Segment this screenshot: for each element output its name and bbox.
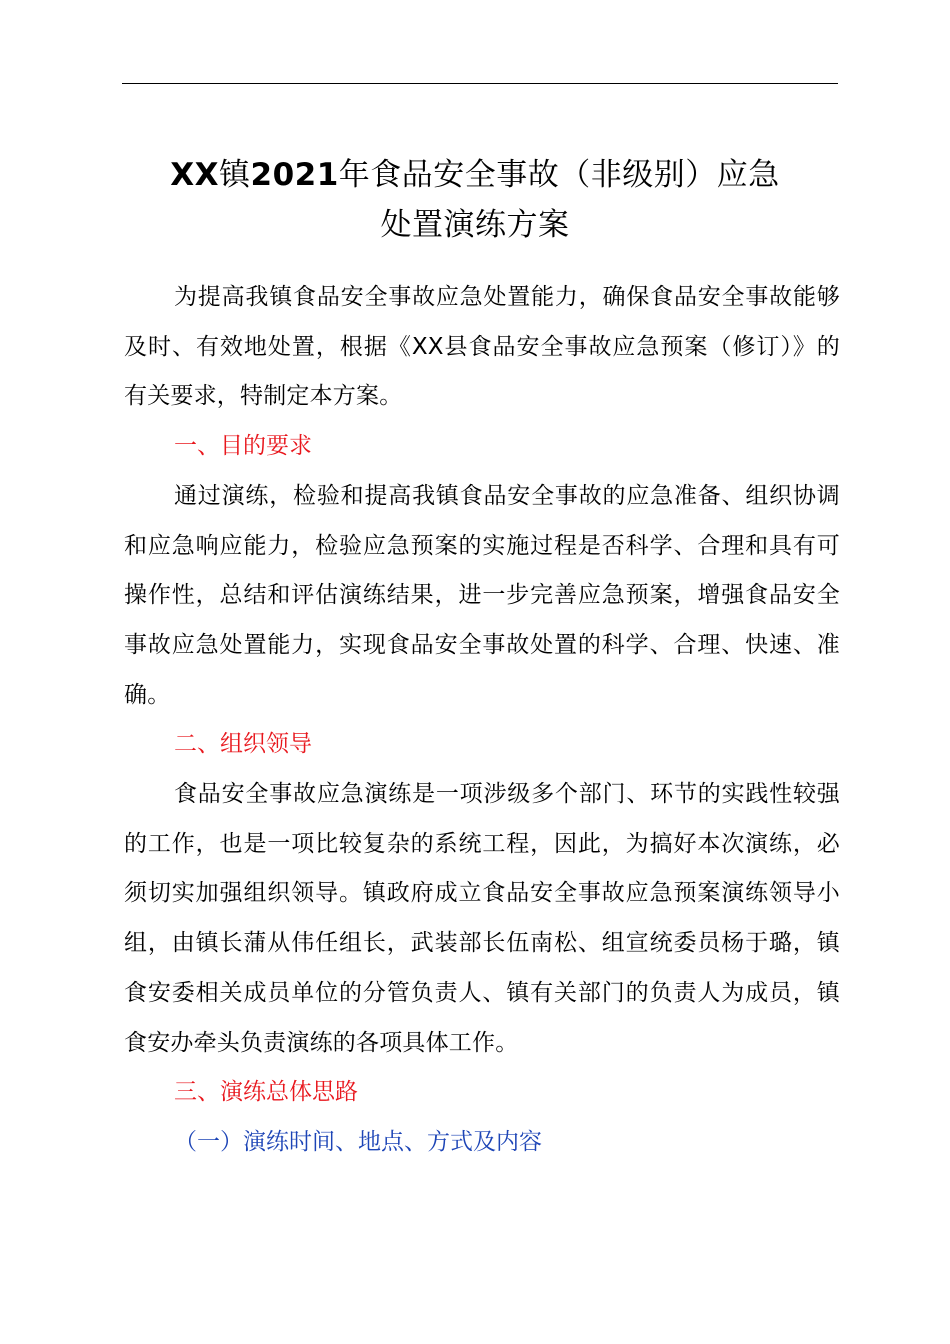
document-body — [124, 273, 840, 1168]
section-heading-purpose: 一、目的要求 — [174, 433, 312, 460]
title-prefix: XX — [170, 157, 220, 193]
section-body-purpose: 通过演练，检验和提高我镇食品安全事故的应急准备、组织协调和应急响应能力，检验应急预案的实施过程是否科学、合理和具有可操作性，总结和评估演练结果，进一步完善应急预案，增强食品安全事故应急处置能力，实现食品安全事故处置的科学、合理、快速、准确。 — [124, 482, 840, 708]
document-title-line-1 — [60, 150, 890, 200]
section-heading-leadership: 二、组织领导 — [174, 731, 312, 758]
title-rest: 年食品安全事故（非级别）应急 — [338, 157, 780, 193]
document-title-line-2: 处置演练方案 — [380, 207, 570, 243]
intro-paragraph: 为提高我镇食品安全事故应急处置能力，确保食品安全事故能够及时、有效地处置，根据《XX县食品安全事故应急预案（修订）》的有关要求，特制定本方案。 — [124, 284, 840, 410]
subsection-heading-time-place: （一）演练时间、地点、方式及内容 — [174, 1128, 542, 1155]
title-year: 2021 — [250, 157, 339, 193]
section-body-leadership: 食品安全事故应急演练是一项涉级多个部门、环节的实践性较强的工作，也是一项比较复杂的系统工程，因此，为搞好本次演练，必须切实加强组织领导。镇政府成立食品安全事故应急预案演练领导小组，由镇长蒲从伟任组长，武装部长伍南松、组宣统委员杨于璐，镇食安委相关成员单位的分管负责人、镇有关部门的负责人为成员，镇食安办牵头负责演练的各项具体工作。 — [124, 781, 840, 1056]
header-rule — [122, 83, 838, 84]
title-town-char: 镇 — [219, 157, 251, 193]
section-heading-approach: 三、演练总体思路 — [174, 1079, 358, 1106]
